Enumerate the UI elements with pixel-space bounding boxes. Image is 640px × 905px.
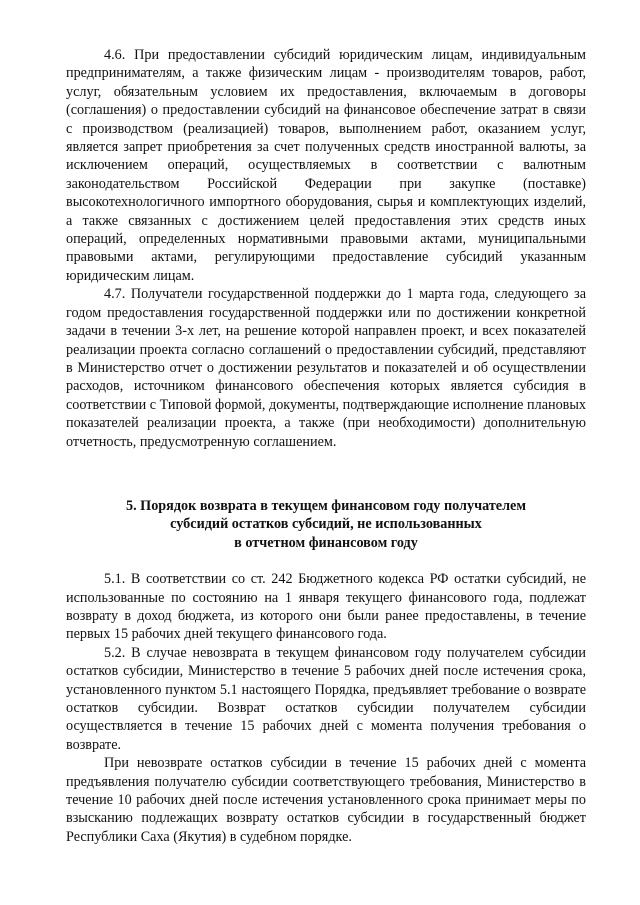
section-5-heading xyxy=(66,497,586,552)
paragraph-5-2: 5.2. В случае невозврата в текущем финансовом году получателем субсидии остатков субсидии, Министерство в течение 5 рабочих дней после истечения срока, установленного пунктом 5.1 настоящего Порядка, предъявляет требование о возврате остатков субсидии. Возврат остатков субсидии получателем субсидии осуществляется в течение 15 рабочих дней с момента получения требования о возврате. xyxy=(66,644,586,753)
section-5-heading-line-3: в отчетном финансовом году xyxy=(234,534,418,551)
section-5-heading-line-2: субсидий остатков субсидий, не использованных xyxy=(170,516,482,533)
section-spacer xyxy=(66,451,586,497)
paragraph-5-3: При невозврате остатков субсидии в течение 15 рабочих дней с момента предъявления получателю субсидии соответствующего требования, Министерство в течение 10 рабочих дней после истечения установленного срока принимает меры по взысканию подлежащих возврату остатков субсидии в государственный бюджет Республики Саха (Якутия) в судебном порядке. xyxy=(66,755,586,845)
paragraph-5-1: 5.1. В соответствии со ст. 242 Бюджетного кодекса РФ остатки субсидий, не использованные по состоянию на 1 января текущего финансового года, подлежат возврату в доход бюджета, из которого они были ранее предоставлены, в течение первых 15 рабочих дней текущего финансового года. xyxy=(66,571,586,643)
document-page xyxy=(66,46,586,846)
paragraph-4-7: 4.7. Получатели государственной поддержки до 1 марта года, следующего за годом предоставления государственной поддержки или по достижении конкретной задачи в течении 3-х лет, на решение которой направлен проект, и всех показателей реализации проекта согласно соглашений о предоставлении субсидий, представляют в Министерство отчет о достижении результатов и показателей и об осуществлении расходов, источником финансового обеспечения которых является субсидия в соответствии с Типовой формой, документы, подтверждающие исполнение плановых показателей реализации проекта, а также (при необходимости) дополнительную отчетность, предусмотренную соглашением. xyxy=(66,286,586,450)
heading-spacer xyxy=(66,552,586,570)
paragraph-4-6: 4.6. При предоставлении субсидий юридическим лицам, индивидуальным предпринимателям, а также физическим лицам - производителям товаров, работ, услуг, обязательным условием их предоставления, включаемым в договоры (соглашения) о предоставлении субсидий на финансовое обеспечение затрат в связи с производством (реализацией) товаров, выполнением работ, оказанием услуг, является запрет приобретения за счет полученных средств иностранной валюты, за исключением операций, осуществляемых в соответствии с валютным законодательством Российской Федерации при закупке (поставке) высокотехнологичного импортного оборудования, сырья и комплектующих изделий, а также связанных с достижением целей предоставления этих средств иных операций, определенных нормативными правовыми актами, муниципальными правовыми актами, регулирующими предоставление субсидий указанным юридическим лицам. xyxy=(66,47,586,284)
section-5-heading-line-1: 5. Порядок возврата в текущем финансовом году получателем xyxy=(125,497,527,514)
